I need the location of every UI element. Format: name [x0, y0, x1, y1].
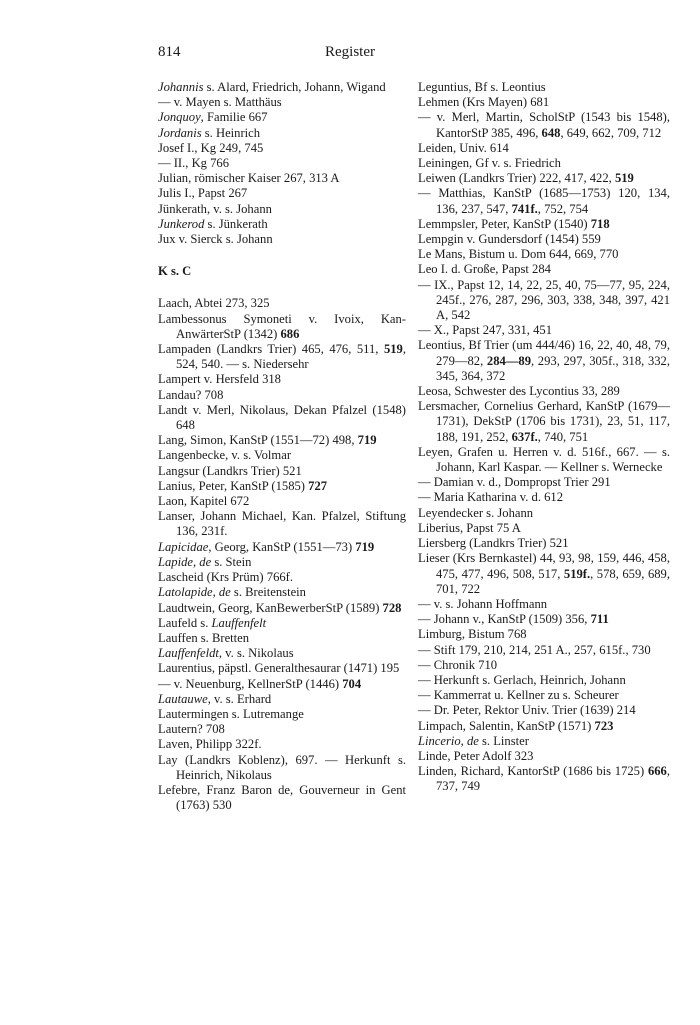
- index-entry-text: , v. s. Erhard: [207, 691, 272, 706]
- index-entry-text: 728: [382, 600, 402, 615]
- index-entry-text: 519f.: [563, 566, 591, 581]
- index-entry-text: 519: [614, 171, 634, 186]
- index-entry: [158, 722, 406, 737]
- index-entry-text: Leiwen (Landkrs Trier) 222, 417, 422,: [418, 171, 615, 186]
- index-entry-text: Lanser, Johann Michael, Kan. Pfalzel, Stiftung 136, 231f.: [158, 509, 406, 539]
- index-entry-text: K s. C: [158, 264, 192, 279]
- index-entry-text: , 649, 662, 709, 712: [560, 125, 662, 140]
- index-entry: [158, 661, 406, 676]
- index-entry-text: — Matthias, KanStP (1685—1753) 120, 134, 136, 237, 547,: [418, 186, 670, 216]
- index-entry: [418, 399, 670, 445]
- index-entry: [418, 506, 670, 521]
- index-entry: [418, 475, 670, 490]
- index-entry: [158, 232, 406, 247]
- index-entry-text: Leo I. d. Große, Papst 284: [418, 262, 551, 277]
- index-entry-text: Lauffenfelt: [211, 615, 267, 630]
- index-entry-text: Julian, römischer Kaiser 267, 313 A: [158, 171, 340, 186]
- index-entry: [418, 232, 670, 247]
- index-entry: [418, 597, 670, 612]
- index-entry-text: — II., Kg 766: [158, 156, 230, 171]
- index-entry-text: Leontius, Bf Trier (um 444/46) 16, 22, 40, 48, 79, 279—82,: [418, 338, 670, 368]
- index-entry: [158, 202, 406, 217]
- index-entry-text: — v. Mayen s. Matthäus: [158, 95, 282, 110]
- index-entry-text: Laufeld s.: [158, 615, 212, 630]
- index-column-right: [418, 80, 670, 795]
- index-entry: [418, 323, 670, 338]
- index-entry-text: — v. s. Johann Hoffmann: [418, 596, 548, 611]
- index-entry-text: Le Mans, Bistum u. Dom 644, 669, 770: [418, 247, 619, 262]
- index-entry: [158, 631, 406, 646]
- index-entry-text: , v. s. Nikolaus: [218, 646, 294, 661]
- index-entry: [418, 734, 670, 749]
- index-entry-text: Limburg, Bistum 768: [418, 627, 527, 642]
- index-entry-text: Langsur (Landkrs Trier) 521: [158, 463, 302, 478]
- index-entry: [158, 707, 406, 722]
- index-entry-text: — v. Neuenburg, KellnerStP (1446): [158, 676, 343, 691]
- index-entry-text: — Maria Katharina v. d. 612: [418, 490, 564, 505]
- index-entry: [418, 141, 670, 156]
- index-entry: [158, 494, 406, 509]
- index-entry: [418, 156, 670, 171]
- index-entry: [418, 536, 670, 551]
- index-entry: [158, 110, 406, 125]
- index-entry: [158, 372, 406, 387]
- index-entry: [158, 141, 406, 156]
- index-entry-text: , 740, 751: [537, 429, 589, 444]
- index-entry-text: , 737, 749: [436, 764, 670, 794]
- index-entry: [158, 342, 406, 372]
- index-entry-text: s. Linster: [478, 733, 529, 748]
- index-column-left: [158, 80, 406, 813]
- index-entry-text: , 524, 540. — s. Niedersehr: [176, 342, 406, 372]
- index-entry: [418, 551, 670, 597]
- index-entry-text: 741f.: [511, 201, 538, 216]
- index-entry-text: 637f.: [511, 429, 538, 444]
- index-entry-text: Langenbecke, v. s. Volmar: [158, 448, 292, 463]
- index-entry: [418, 749, 670, 764]
- index-entry-text: , 578, 659, 689, 701, 722: [436, 566, 671, 596]
- index-entry: [158, 570, 406, 585]
- index-entry: [158, 312, 406, 342]
- index-entry-text: — Chronik 710: [418, 657, 498, 672]
- index-entry-text: — Dr. Peter, Rektor Univ. Trier (1639) 214: [418, 703, 636, 718]
- index-entry-text: Lehmen (Krs Mayen) 681: [418, 95, 550, 110]
- index-entry-text: — Johann v., KanStP (1509) 356,: [418, 612, 591, 627]
- index-entry: [158, 171, 406, 186]
- index-entry: [418, 627, 670, 642]
- index-entry: [158, 464, 406, 479]
- index-entry-text: Jordanis: [158, 125, 202, 140]
- index-entry-text: 723: [594, 718, 614, 733]
- index-entry-text: Lautauwe: [158, 691, 208, 706]
- index-entry: [158, 585, 406, 600]
- index-entry-text: 704: [342, 676, 362, 691]
- index-entry-text: , 293, 297, 305f., 318, 332, 345, 364, 372: [436, 353, 671, 383]
- index-entry-text: Junkerod: [158, 216, 205, 231]
- index-entry-text: — Kammerrat u. Kellner zu s. Scheurer: [418, 688, 619, 703]
- index-entry-text: Lemmpsler, Peter, KanStP (1540): [418, 216, 591, 231]
- index-entry-text: — X., Papst 247, 331, 451: [418, 323, 552, 338]
- index-entry-text: — Stift 179, 210, 214, 251 A., 257, 615f., 730: [418, 642, 651, 657]
- index-entry-text: s. Jünkerath: [204, 216, 268, 231]
- index-entry-text: Lang, Simon, KanStP (1551—72) 498,: [158, 433, 358, 448]
- index-entry-text: 727: [308, 478, 328, 493]
- index-entry: [158, 555, 406, 570]
- index-entry: [158, 388, 406, 403]
- index-entry-text: Landau? 708: [158, 387, 224, 402]
- section-letter-heading: [158, 264, 406, 279]
- index-entry-text: s. Breitenstein: [230, 585, 306, 600]
- index-entry-text: Leguntius, Bf s. Leontius: [418, 80, 546, 94]
- index-entry-text: , 752, 754: [537, 201, 589, 216]
- index-entry-text: 718: [590, 216, 610, 231]
- index-entry-text: s. Alard, Friedrich, Johann, Wigand: [203, 80, 386, 94]
- index-entry-text: Josef I., Kg 249, 745: [158, 140, 264, 155]
- index-entry: [418, 703, 670, 718]
- index-entry: [418, 521, 670, 536]
- index-entry: [158, 126, 406, 141]
- index-entry: [418, 673, 670, 688]
- index-entry: [158, 217, 406, 232]
- index-entry: [158, 296, 406, 311]
- index-entry: [418, 490, 670, 505]
- index-entry: [418, 278, 670, 324]
- index-entry: [418, 338, 670, 384]
- index-entry: [158, 95, 406, 110]
- index-entry-text: Jux v. Sierck s. Johann: [158, 232, 273, 247]
- index-entry-text: Jonquoy: [158, 110, 201, 125]
- index-entry: [158, 156, 406, 171]
- index-entry: [158, 186, 406, 201]
- index-entry-text: 666: [647, 764, 667, 779]
- page-number: 814: [158, 44, 181, 60]
- index-entry-text: Lauffen s. Bretten: [158, 630, 250, 645]
- index-entry-text: s. Heinrich: [201, 125, 261, 140]
- index-entry-text: Landt v. Merl, Nikolaus, Dekan Pfalzel (1548) 648: [158, 402, 406, 433]
- index-entry: [418, 171, 670, 186]
- index-entry: [418, 186, 670, 216]
- index-entry-text: — Herkunft s. Gerlach, Heinrich, Johann: [418, 672, 626, 687]
- index-entry-text: Lempgin v. Gundersdorf (1454) 559: [418, 232, 601, 247]
- index-entry-text: 711: [590, 612, 609, 627]
- index-entry-text: Lincerio, de: [418, 733, 479, 748]
- index-entry: [418, 247, 670, 262]
- index-entry-text: , Familie 667: [200, 110, 268, 125]
- index-entry-text: Leyendecker s. Johann: [418, 505, 534, 520]
- index-entry-text: Laon, Kapitel 672: [158, 494, 250, 509]
- index-entry: [158, 403, 406, 433]
- index-entry-text: Lauffenfeldt: [158, 646, 219, 661]
- index-entry-text: — v. Merl, Martin, ScholStP (1543 bis 1548), KantorStP 385, 496,: [418, 110, 670, 140]
- index-entry: [418, 80, 670, 95]
- index-entry: [158, 737, 406, 752]
- index-entry-text: Leiningen, Gf v. s. Friedrich: [418, 156, 561, 171]
- index-entry: [158, 479, 406, 494]
- index-entry-text: Limpach, Salentin, KanStP (1571): [418, 718, 595, 733]
- index-entry: [418, 384, 670, 399]
- index-entry-text: s. Stein: [211, 554, 252, 569]
- index-entry: [418, 262, 670, 277]
- index-entry: [158, 601, 406, 616]
- index-entry: [158, 433, 406, 448]
- index-entry-text: Lieser (Krs Bernkastel) 44, 93, 98, 159, 446, 458, 475, 477, 496, 508, 517,: [418, 551, 670, 581]
- index-entry: [158, 448, 406, 463]
- index-entry-text: Liberius, Papst 75 A: [418, 520, 521, 535]
- index-entry-text: Laach, Abtei 273, 325: [158, 296, 270, 311]
- index-entry-text: — Damian v. d., Dompropst Trier 291: [418, 475, 611, 490]
- index-entry-text: 719: [357, 433, 377, 448]
- index-entry-text: Leosa, Schwester des Lycontius 33, 289: [418, 384, 620, 399]
- index-entry: [158, 646, 406, 661]
- running-head: Register: [325, 44, 375, 60]
- index-entry-text: Lascheid (Krs Prüm) 766f.: [158, 570, 294, 585]
- index-entry: [158, 692, 406, 707]
- index-entry: [158, 753, 406, 783]
- index-entry-text: Lampert v. Hersfeld 318: [158, 372, 281, 387]
- index-entry: [418, 110, 670, 140]
- index-entry: [158, 509, 406, 539]
- index-entry-text: Lay (Landkrs Koblenz), 697. — Herkunft s. Heinrich, Nikolaus: [158, 752, 406, 782]
- index-entry-text: Jünkerath, v. s. Johann: [158, 201, 272, 216]
- index-entry-text: — IX., Papst 12, 14, 22, 25, 40, 75—77, 95, 224, 245f., 276, 287, 296, 303, 338, 348, 397, 421 A, 542: [418, 277, 670, 323]
- index-entry-text: 719: [355, 539, 375, 554]
- index-entry-text: Lefebre, Franz Baron de, Gouverneur in Gent (1763) 530: [158, 782, 406, 813]
- index-entry-text: 519: [383, 342, 403, 357]
- index-entry: [158, 540, 406, 555]
- index-entry: [418, 643, 670, 658]
- index-entry: [418, 445, 670, 475]
- index-entry: [418, 688, 670, 703]
- index-entry-text: Lautern? 708: [158, 722, 225, 737]
- index-entry-text: Johannis: [158, 80, 204, 94]
- index-entry-text: Lampaden (Landkrs Trier) 465, 476, 511,: [158, 342, 384, 357]
- index-entry: [418, 719, 670, 734]
- index-entry: [418, 217, 670, 232]
- index-entry-text: Lautermingen s. Lutremange: [158, 706, 304, 721]
- index-entry-text: Laurentius, päpstl. Generalthesaurar (1471) 195: [158, 661, 400, 676]
- index-entry-text: Linden, Richard, KantorStP (1686 bis 1725): [418, 764, 648, 779]
- index-entry: [158, 783, 406, 813]
- index-entry-text: Lapide, de: [158, 554, 212, 569]
- index-entry-text: Laven, Philipp 322f.: [158, 737, 262, 752]
- index-entry-text: Lapicidae: [158, 539, 209, 554]
- index-entry-text: Julis I., Papst 267: [158, 186, 248, 201]
- index-entry-text: Lersmacher, Cornelius Gerhard, KanStP (1679—1731), DekStP (1706 bis 1731), 23, 51, 117, 188, 191, 252,: [418, 399, 670, 444]
- index-entry-text: 284—89: [486, 353, 531, 368]
- index-entry-text: Leyen, Grafen u. Herren v. d. 516f., 667. — s. Johann, Karl Kaspar. — Kellner s. Wernecke: [418, 444, 670, 475]
- index-entry-text: Lanius, Peter, KanStP (1585): [158, 478, 309, 493]
- index-entry: [418, 764, 670, 794]
- index-entry-text: Lambessonus Symoneti v. Ivoix, Kan-AnwärterStP (1342): [158, 311, 406, 341]
- index-entry: [158, 677, 406, 692]
- index-entry: [158, 616, 406, 631]
- index-entry: [418, 658, 670, 673]
- index-entry-text: Latolapide, de: [158, 585, 231, 600]
- index-entry-text: Linde, Peter Adolf 323: [418, 748, 534, 763]
- index-entry: [158, 80, 406, 95]
- index-entry: [418, 612, 670, 627]
- index-entry-text: Laudtwein, Georg, KanBewerberStP (1589): [158, 600, 383, 615]
- index-entry: [418, 95, 670, 110]
- index-entry-text: 648: [541, 125, 561, 140]
- index-entry-text: Leiden, Univ. 614: [418, 140, 509, 155]
- index-entry-text: 686: [280, 326, 300, 341]
- index-entry-text: Liersberg (Landkrs Trier) 521: [418, 536, 569, 551]
- index-entry-text: , Georg, KanStP (1551—73): [208, 539, 356, 554]
